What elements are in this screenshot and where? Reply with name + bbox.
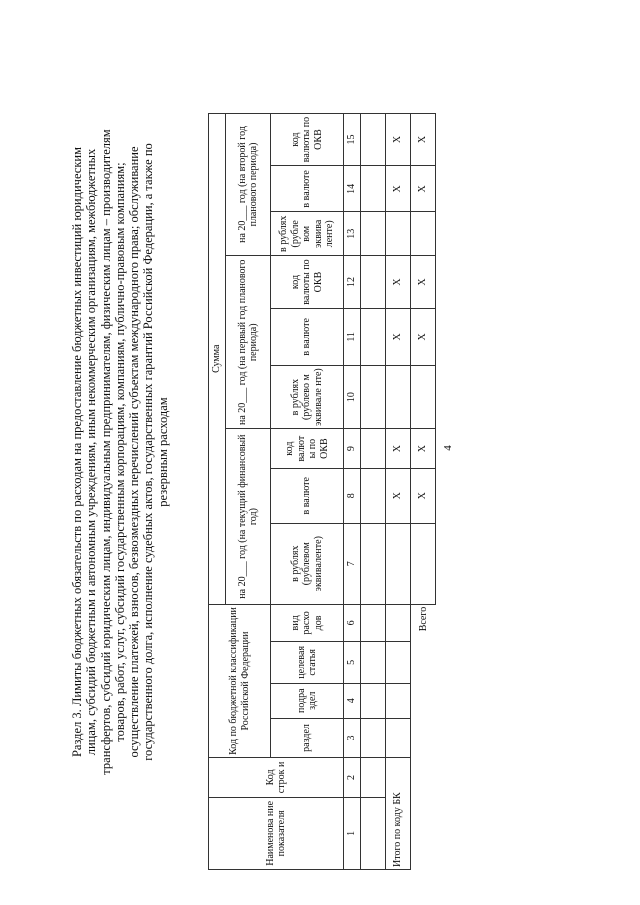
heading-line: товаров, работ, услуг, субсидий государственным корпорациям, компаниям, публично-правовым компаниям; <box>112 162 127 742</box>
col-number: 15 <box>344 113 361 166</box>
cell-mark: Х <box>411 113 436 166</box>
header-second-rub: в рублях (рубле вом эквива ленте) <box>271 212 344 256</box>
page-number: 4 <box>442 445 454 451</box>
header-second-currency: в валюте <box>271 166 344 212</box>
limits-table <box>208 60 436 870</box>
grand-total-label: Всего <box>417 606 429 632</box>
heading-line: Раздел 3. Лимиты бюджетных обязательств по расходам на предоставление бюджетных инвестиций юридическим <box>70 146 84 758</box>
header-cur-currency: в валюте <box>271 468 344 523</box>
heading-line: государственного долга, исполнение судебных актов, государственных гарантий Российской Федерации, а также по <box>141 143 156 761</box>
header-row-sub <box>271 61 344 870</box>
header-first-okv: код валюты по ОКВ <box>271 256 344 309</box>
cell-mark: Х <box>411 256 436 309</box>
col-number: 12 <box>344 256 361 309</box>
col-number: 7 <box>344 523 361 604</box>
header-bk-target: целевая статья <box>271 642 344 684</box>
heading-line: осуществление платежей, взносов, безвозмездных перечислений субъектам международного права; обслуживание <box>127 146 142 758</box>
cell-indicator <box>361 797 386 869</box>
cell-mark: Х <box>386 166 411 212</box>
header-cur-rub: в рублях (рублевом эквиваленте) <box>271 523 344 604</box>
cell-mark: Х <box>411 429 436 468</box>
header-cur-okv: код валют ы по ОКВ <box>271 429 344 468</box>
col-number: 3 <box>344 718 361 757</box>
col-number: 2 <box>344 758 361 797</box>
heading-line: трансфертов, субсидий юридическим лицам, индивидуальным предпринимателям, физическим лицам – производителям <box>98 129 113 775</box>
section-heading <box>70 12 170 892</box>
heading-line: лицам, субсидий бюджетным и автономным учреждениям, иным некоммерческим организациям, межбюджетных <box>84 148 99 756</box>
cell-mark: Х <box>386 308 411 365</box>
header-second-okv: код валюты по ОКВ <box>271 113 344 166</box>
cell-mark: Х <box>411 468 436 523</box>
cell-mark: Х <box>386 429 411 468</box>
col-number: 1 <box>344 797 361 869</box>
cell-mark: Х <box>411 166 436 212</box>
header-row-top <box>209 61 226 870</box>
grand-total-row <box>411 61 436 870</box>
header-bk-section: раздел <box>271 718 344 757</box>
header-bk-code: Код по бюджетной классификации Российской Федерации <box>209 604 271 757</box>
header-sum: Сумма <box>209 113 226 604</box>
cell-mark: Х <box>386 113 411 166</box>
total-by-bk-label: Итого по коду БК <box>386 758 411 870</box>
header-year-first: на 20___ год (на первый год планового периода) <box>226 256 271 429</box>
col-number: 14 <box>344 166 361 212</box>
header-first-currency: в валюте <box>271 308 344 365</box>
cell-mark: Х <box>411 308 436 365</box>
header-year-current: на 20___ год (на текущий финансовый год) <box>226 429 271 604</box>
col-number: 13 <box>344 212 361 256</box>
header-indicator-name: Наименова ние показателя <box>209 797 344 869</box>
header-first-rub: в рублях (рублево м эквивале нте) <box>271 365 344 429</box>
rotated-page-content <box>70 12 570 892</box>
cell-mark: Х <box>386 256 411 309</box>
column-numbers-row <box>344 61 361 870</box>
col-number: 11 <box>344 308 361 365</box>
header-line-code: Код строк и <box>209 758 344 797</box>
header-bk-kind: вид расхо дов <box>271 604 344 641</box>
heading-line: резервным расходам <box>155 397 170 507</box>
col-number: 10 <box>344 365 361 429</box>
col-number: 9 <box>344 429 361 468</box>
cell-mark: Х <box>386 468 411 523</box>
col-number: 5 <box>344 642 361 684</box>
table-row <box>361 61 386 870</box>
col-number: 4 <box>344 683 361 718</box>
header-bk-subsection: подра здел <box>271 683 344 718</box>
total-by-bk-row <box>386 61 411 870</box>
header-year-second: на 20___ год (на второй год планового периода) <box>226 113 271 255</box>
col-number: 6 <box>344 604 361 641</box>
col-number: 8 <box>344 468 361 523</box>
